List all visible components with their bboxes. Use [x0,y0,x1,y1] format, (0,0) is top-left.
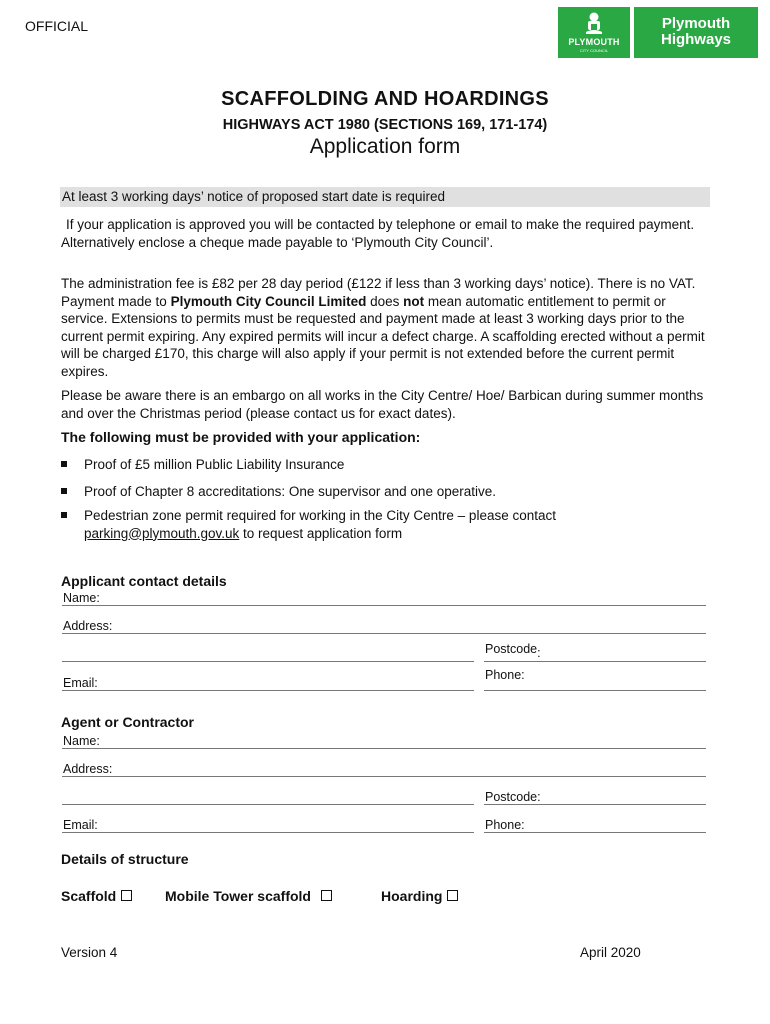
applicant-email-field[interactable] [62,690,474,691]
logo-council-name: PLYMOUTH [568,37,620,47]
applicant-name-label: Name: [63,591,100,605]
applicant-address-field[interactable] [62,633,706,634]
scaffold-option[interactable]: Scaffold [61,888,132,904]
bullet-icon [61,461,67,467]
logo-highways-line2: Highways [660,31,732,48]
agent-address-field[interactable] [62,776,706,777]
scaffold-checkbox[interactable] [121,890,132,901]
plymouth-city-council-logo [558,7,630,58]
agent-section-heading: Agent or Contractor [61,714,194,730]
hoarding-checkbox[interactable] [447,890,458,901]
parking-email-link[interactable]: parking@plymouth.gov.uk [84,525,240,541]
classification-label: OFFICIAL [25,18,89,34]
mobile-tower-option[interactable]: Mobile Tower scaffold [165,888,332,904]
mobile-tower-checkbox[interactable] [321,890,332,901]
agent-email-field[interactable] [62,832,474,833]
version-label: Version 4 [61,945,118,960]
agent-address-label: Address: [63,762,113,776]
applicant-phone-label: Phone: [485,668,525,682]
agent-name-label: Name: [63,734,100,748]
hoarding-option[interactable]: Hoarding [381,888,458,904]
logo-council-sub: CITY COUNCIL [579,48,609,53]
document-title: SCAFFOLDING AND HOARDINGS [221,88,549,110]
document-subtitle: HIGHWAYS ACT 1980 (SECTIONS 169, 171-174) [222,117,548,133]
agent-email-label: Email: [63,818,98,832]
castle-crest-icon [584,11,604,35]
embargo-paragraph: Please be aware there is an embargo on all works in the City Centre/ Hoe/ Barbican during summer months and over the Christmas period (please contact us for exact dates). [61,388,704,421]
fee-paragraph: The administration fee is £82 per 28 day period (£122 if less than 3 working days’ notice). There is no VAT. Payment made to Plymouth City Council Limited does not mean automatic entitlement to permit or service. Extensions to permits must be requested and payment made at least 3 working days prior to the current permit expiring. Any expired permits will incur a defect charge. A scaffolding erected without a permit will be charged £170, this charge will also apply if your permit is not extended before the current permit expires. [61,276,705,379]
applicant-address-line2-field[interactable] [62,661,474,662]
applicant-address-label: Address: [63,619,113,633]
applicant-postcode-label: Postcode: [485,642,541,660]
agent-address-line2-field[interactable] [62,804,474,805]
plymouth-highways-logo [634,7,758,58]
bullet-icon [61,512,67,518]
bullet-icon [61,488,67,494]
logo-highways-line1: Plymouth [661,15,731,32]
structure-section-heading: Details of structure [61,851,189,867]
applicant-section-heading: Applicant contact details [61,573,227,589]
applicant-postcode-field[interactable] [484,661,706,662]
form-title: Application form [309,135,461,158]
agent-phone-field[interactable] [484,832,706,833]
agent-postcode-field[interactable] [484,804,706,805]
notice-bar: At least 3 working days’ notice of proposed start date is required [60,187,710,207]
payment-contact-paragraph: If your application is approved you will be contacted by telephone or email to make the required payment. Alternatively enclose a cheque made payable to ‘Plymouth City Council’. [61,217,695,250]
agent-postcode-label: Postcode: [485,790,541,804]
requirements-heading: The following must be provided with your application: [61,429,421,445]
applicant-name-field[interactable] [62,605,706,606]
agent-phone-label: Phone: [485,818,525,832]
applicant-email-label: Email: [63,676,98,690]
agent-name-field[interactable] [62,748,706,749]
date-label: April 2020 [580,945,641,960]
applicant-phone-field[interactable] [484,690,706,691]
